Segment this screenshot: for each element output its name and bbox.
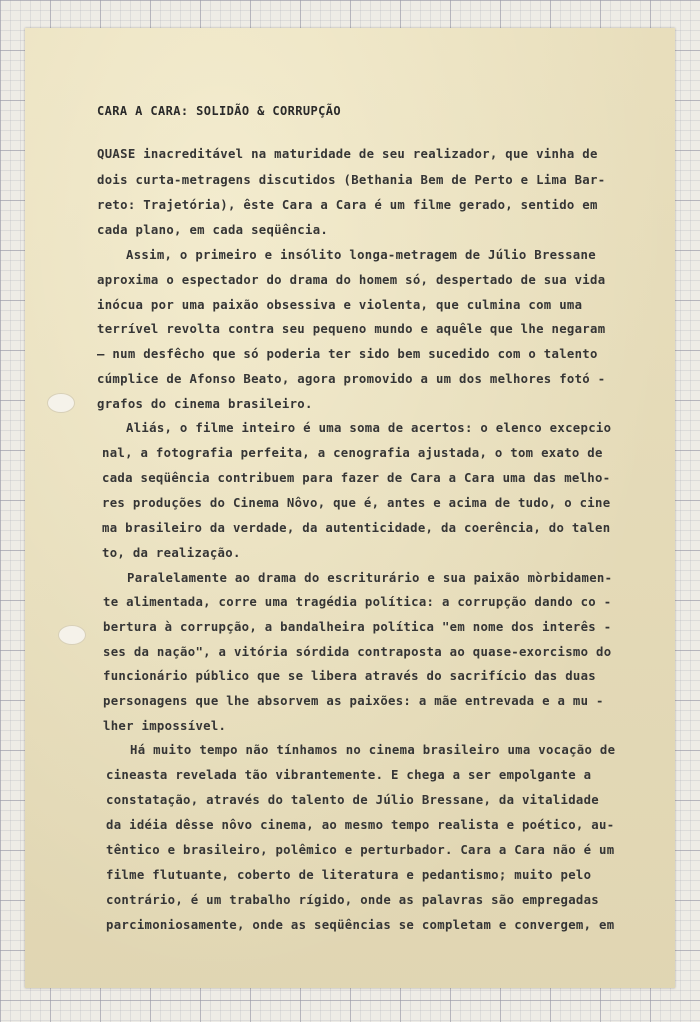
text-line: parcimoniosamente, onde as seqüências se completam e convergem, em: [106, 918, 615, 932]
text-line: cada seqüência contribuem para fazer de Cara a Cara uma das melho-: [102, 471, 611, 485]
text-line: cúmplice de Afonso Beato, agora promovido a um dos melhores fotó -: [97, 372, 606, 386]
text-line: ma brasileiro da verdade, da autenticidade, da coerência, do talen: [102, 521, 611, 535]
text-line: QUASE inacreditável na maturidade de seu realizador, que vinha de: [97, 147, 598, 161]
text-line: bertura à corrupção, a bandalheira política "em nome dos interês -: [103, 620, 612, 634]
text-line: da idéia dêsse nôvo cinema, ao mesmo tempo realista e poético, au-: [106, 818, 615, 832]
text-line: filme flutuante, coberto de literatura e pedantismo; muito pelo: [106, 868, 592, 882]
text-line: res produções do Cinema Nôvo, que é, antes e acima de tudo, o cine: [102, 496, 611, 510]
text-line: funcionário público que se libera através do sacrifício das duas: [103, 669, 597, 683]
text-line: nal, a fotografia perfeita, a cenografia ajustada, o tom exato de: [102, 446, 603, 460]
document-title: CARA A CARA: SOLIDÃO & CORRUPÇÃO: [97, 104, 341, 118]
punch-hole-bottom: [58, 625, 86, 645]
text-line: grafos do cinema brasileiro.: [97, 397, 313, 411]
text-line: Paralelamente ao drama do escriturário e sua paixão mòrbidamen-: [127, 571, 613, 585]
text-line: constatação, através do talento de Júlio Bressane, da vitalidade: [106, 793, 600, 807]
text-line: Aliás, o filme inteiro é uma soma de acertos: o elenco excepcio: [126, 421, 612, 435]
text-line: Assim, o primeiro e insólito longa-metragem de Júlio Bressane: [126, 248, 596, 262]
text-line: terrível revolta contra seu pequeno mundo e aquêle que lhe negaram: [97, 322, 606, 336]
text-line: aproxima o espectador do drama do homem só, despertado de sua vida: [97, 273, 606, 287]
text-line: — num desfêcho que só poderia ter sido bem sucedido com o talento: [97, 347, 598, 361]
text-line: reto: Trajetória), êste Cara a Cara é um filme gerado, sentido em: [97, 198, 598, 212]
punch-hole-top: [47, 393, 75, 413]
text-line: Há muito tempo não tínhamos no cinema brasileiro uma vocação de: [130, 743, 616, 757]
text-line: contrário, é um trabalho rígido, onde as palavras são empregadas: [106, 893, 600, 907]
text-line: cada plano, em cada seqüência.: [97, 223, 329, 237]
text-line: lher impossível.: [103, 719, 227, 733]
text-line: ses da nação", a vitória sórdida contraposta ao quase-exorcismo do: [103, 645, 612, 659]
text-line: cineasta revelada tão vibrantemente. E chega a ser empolgante a: [106, 768, 592, 782]
text-line: to, da realização.: [102, 546, 241, 560]
text-line: personagens que lhe absorvem as paixões: a mãe entrevada e a mu -: [103, 694, 604, 708]
text-line: têntico e brasileiro, polêmico e perturbador. Cara a Cara não é um: [106, 843, 615, 857]
text-line: dois curta-metragens discutidos (Bethania Bem de Perto e Lima Bar-: [97, 173, 606, 187]
text-line: te alimentada, corre uma tragédia política: a corrupção dando co -: [103, 595, 612, 609]
text-line: inócua por uma paixão obsessiva e violenta, que culmina com uma: [97, 298, 583, 312]
